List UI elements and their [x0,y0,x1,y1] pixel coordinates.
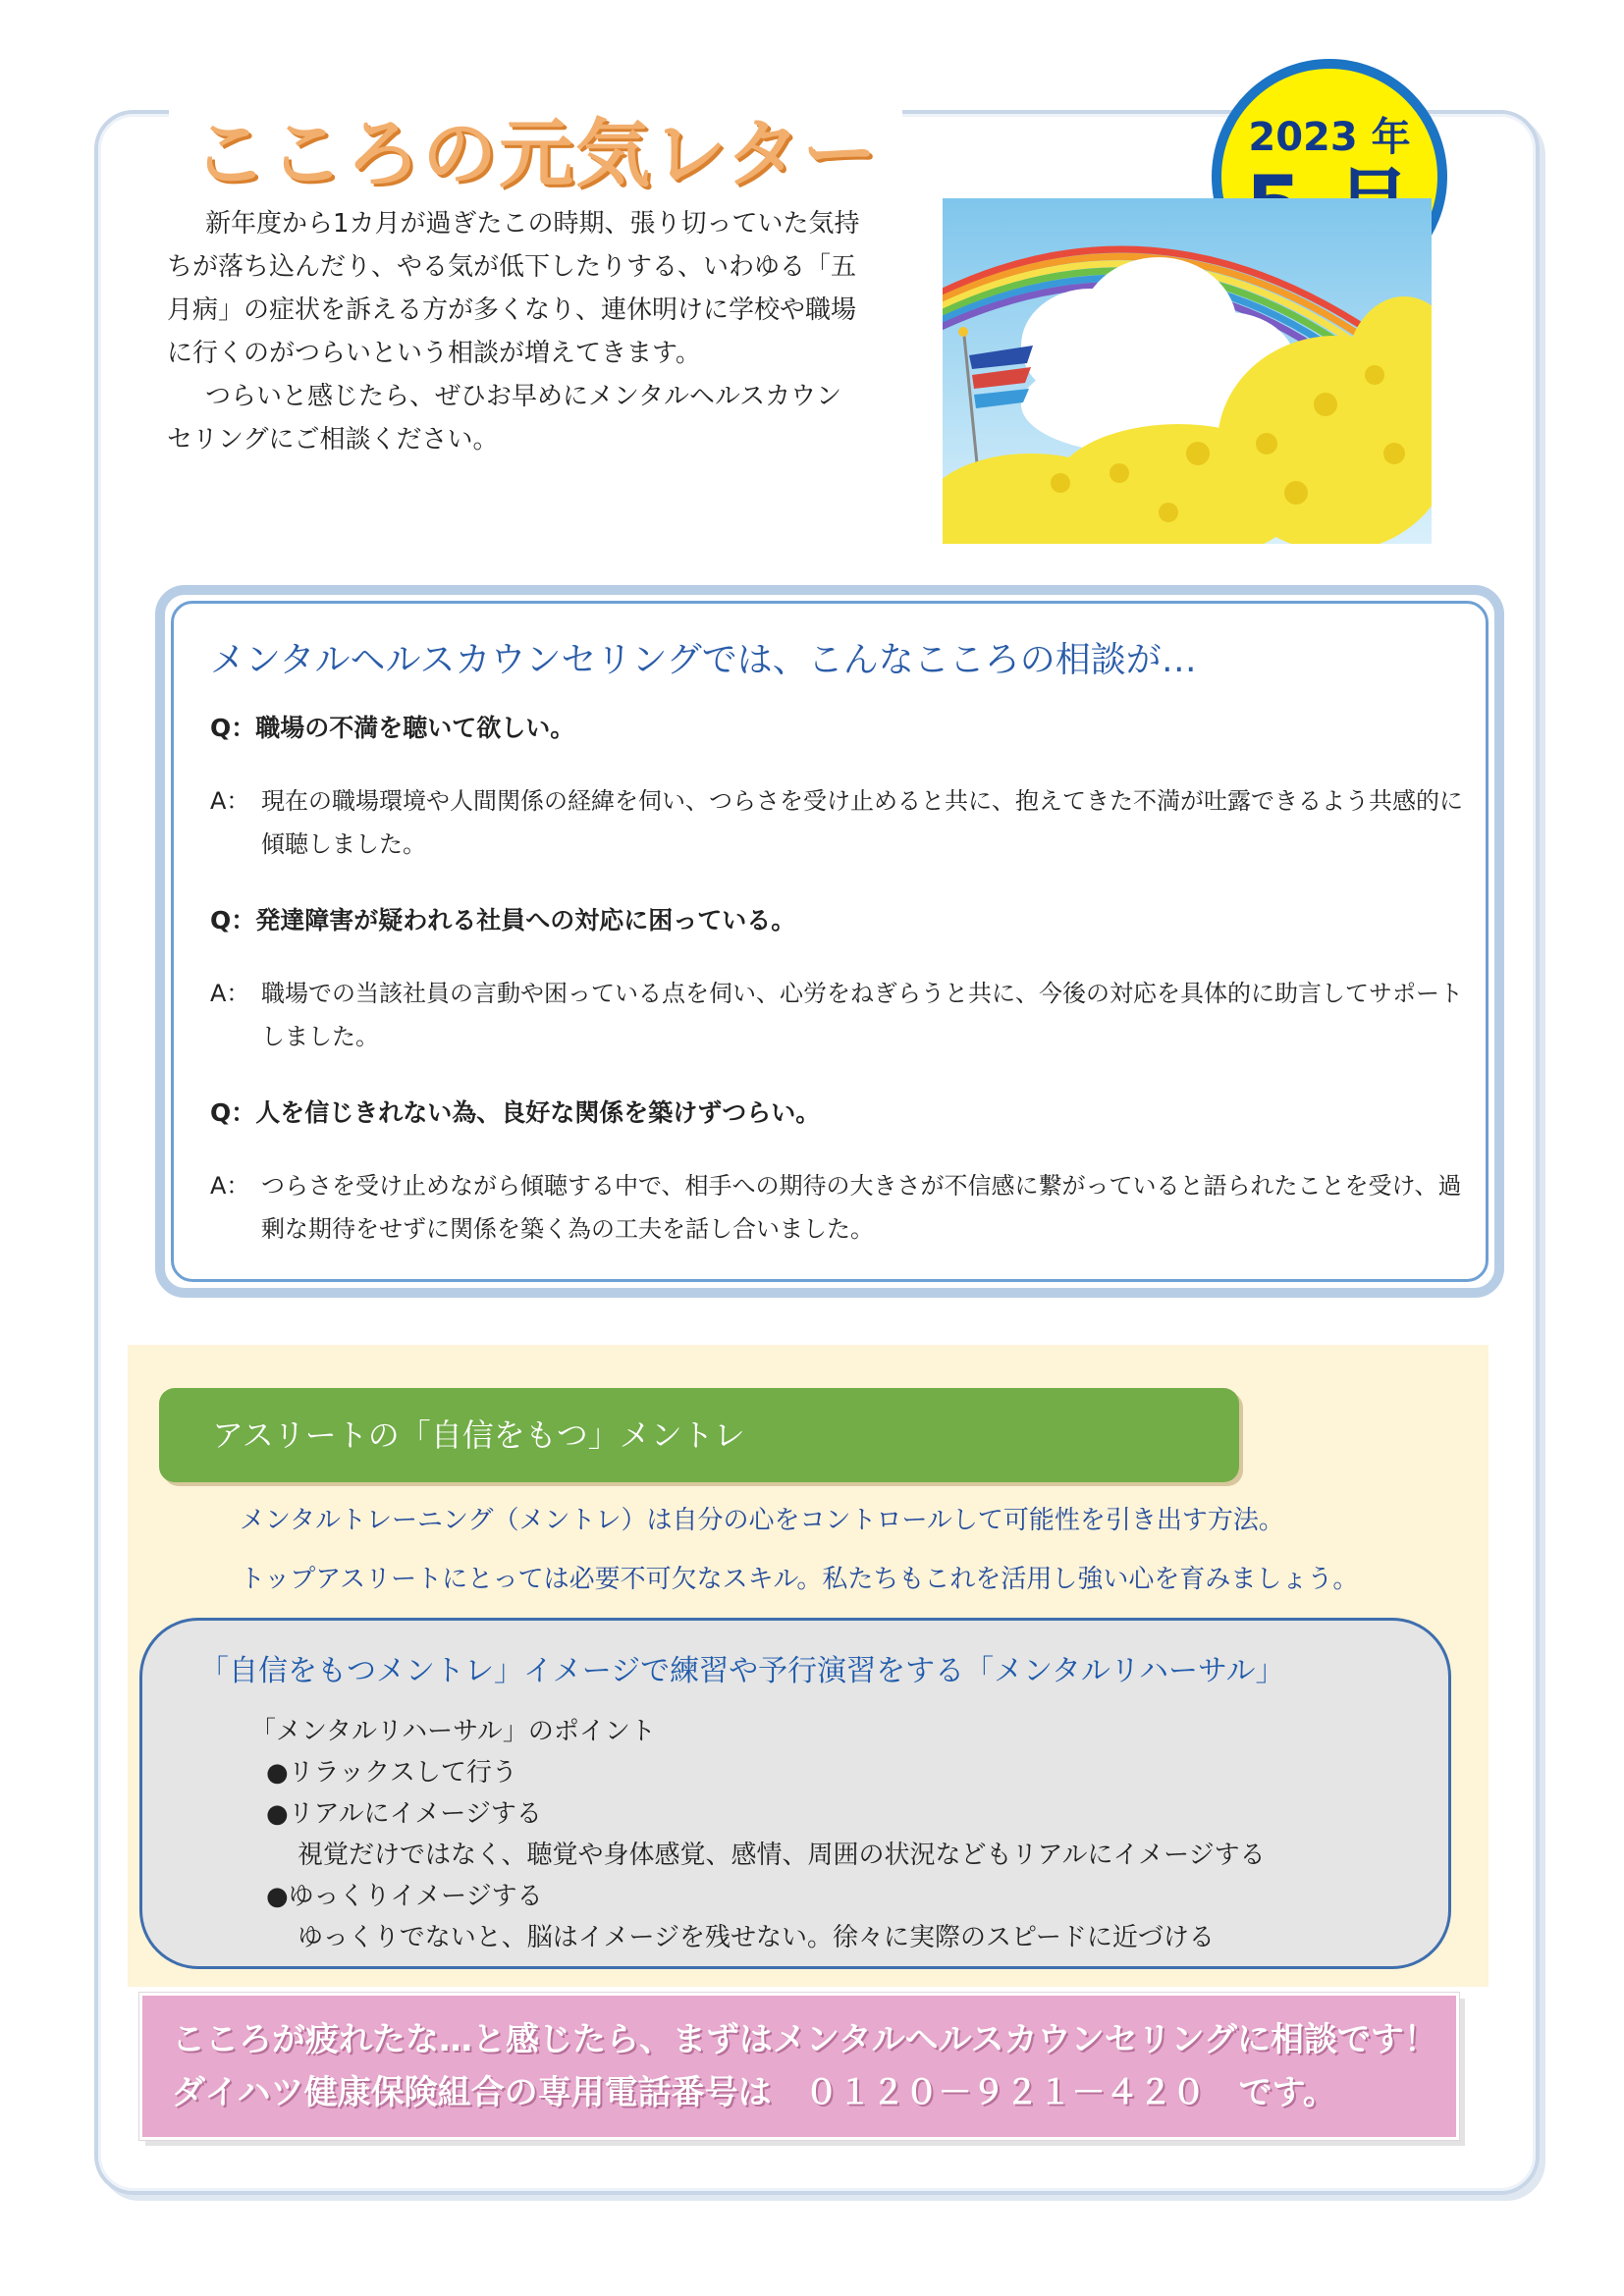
mentore-title-bar: アスリートの「自信をもつ」メントレ [159,1388,1239,1482]
question-1: Q：職場の不満を聴いて欲しい。 [210,714,575,742]
answer-3 [210,1164,1477,1251]
rehearsal-points [250,1711,1266,1958]
question-3: Q：人を信じきれない為、良好な関係を築けずつらい。 [210,1098,821,1127]
rehearsal-title: 「自信をもつメントレ」イメージで練習や予行演習をする「メンタルリハーサル」 [199,1654,1285,1688]
answer-1 [210,779,1477,866]
question-2: Q：発達障害が疑われる社員への対応に困っている。 [210,906,796,934]
counseling-heading: メンタルヘルスカウンセリングでは、こんなこころの相談が… [210,640,1197,680]
point-slow-image: ●ゆっくりイメージする [266,1882,543,1911]
answer-mark: A： [210,980,250,1007]
newsletter-title: こころの元気レター [169,94,902,201]
counseling-box [155,585,1504,1298]
answer-mark: A： [210,787,250,815]
rehearsal-box [139,1618,1451,1969]
answer-mark: A： [210,1172,250,1200]
answer-text: つらさを受け止めながら傾聴する中で、相手への期待の大きさが不信感に繋がっていると語られたことを受け、過剰な期待をせずに関係を築く為の工夫を話し合いました。 [261,1172,1462,1243]
rainbow-illustration [943,198,1432,544]
contact-line-2: ダイハツ健康保険組合の専用電話番号は ０１２０－９２１－４２０ です。 [172,2073,1336,2112]
contact-banner [139,1993,1459,2140]
answer-text: 現在の職場環境や人間関係の経緯を伺い、つらさを受け止めると共に、抱えてきた不満が吐露できるよう共感的に傾聴しました。 [261,787,1463,858]
qa-list [210,709,1477,1286]
intro-text [167,202,866,461]
point-relax: ●リラックスして行う [266,1758,517,1788]
contact-line-1: こころが疲れたな…と感じたら、まずはメンタルヘルスカウンセリングに相談です！ [172,2020,1437,2059]
points-label: 「メンタルリハーサル」のポイント [250,1717,656,1746]
intro-paragraph-2: つらいと感じたら、ぜひお早めにメンタルヘルスカウンセリングにご相談ください。 [167,382,842,454]
point-real-image: ●リアルにイメージする [266,1799,542,1829]
point-real-image-detail: 視覚だけではなく、聴覚や身体感覚、感情、周囲の状況などもリアルにイメージする [298,1841,1266,1870]
point-slow-image-detail: ゆっくりでないと、脳はイメージを残せない。徐々に実際のスピードに近づける [298,1923,1215,1952]
answer-text: 職場での当該社員の言動や困っている点を伺い、心労をねぎらうと共に、今後の対応を具体的に助言してサポートしました。 [261,980,1463,1050]
answer-2 [210,972,1477,1058]
intro-paragraph-1: 新年度から1カ月が過ぎたこの時期、張り切っていた気持ちが落ち込んだり、やる気が低下したりする、いわゆる「五月病」の症状を訴える方が多くなり、連休明けに学校や職場に行くのがつらいという相談が増えてきます。 [167,209,860,368]
mentore-line-2: トップアスリートにとっては必要不可欠なスキル。私たちもこれを活用し強い心を育みましょう。 [240,1565,1359,1594]
badge-year: 2023 年 [1248,115,1411,160]
mentore-line-1: メンタルトレーニング（メントレ）は自分の心をコントロールして可能性を引き出す方法。 [240,1506,1284,1535]
